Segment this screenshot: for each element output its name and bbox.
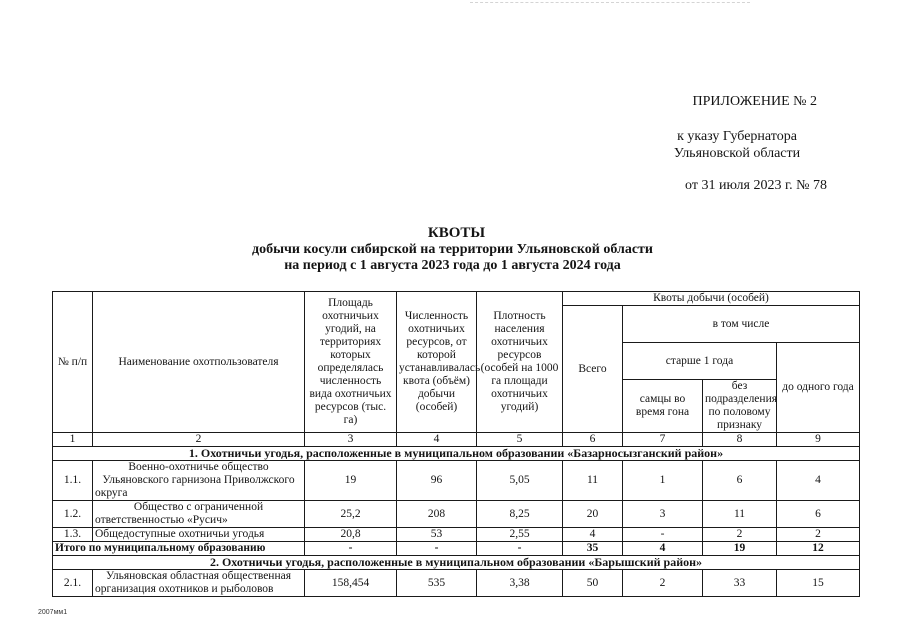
header-count: Численность охотничьих ресурсов, от которой устанавливалась квота (объём) добычи (особей) [397, 292, 477, 433]
row-area: 158,454 [305, 570, 397, 597]
row-males: 1 [623, 461, 703, 501]
table-row [53, 501, 860, 528]
header-including: в том числе [623, 306, 860, 343]
row-males: - [623, 528, 703, 542]
total-count: - [397, 542, 477, 556]
row-count: 96 [397, 461, 477, 501]
row-count: 208 [397, 501, 477, 528]
table-row [53, 528, 860, 542]
total-nosex: 19 [703, 542, 777, 556]
colnum: 2 [93, 433, 305, 447]
footer-code: 2007мм1 [38, 609, 68, 616]
row-young: 2 [777, 528, 860, 542]
colnum: 3 [305, 433, 397, 447]
header-num: № п/п [53, 292, 93, 433]
row-number: 1.2. [53, 501, 93, 528]
header-density: Плотность населения охотничьих ресурсов (особей на 1000 га площади охотничьих угодий) [477, 292, 563, 433]
total-males: 4 [623, 542, 703, 556]
table-row [53, 461, 860, 501]
row-name: Общедоступные охотничьи угодья [93, 528, 305, 542]
row-number: 1.1. [53, 461, 93, 501]
colnum: 8 [703, 433, 777, 447]
section-heading-2 [53, 556, 860, 570]
row-count: 53 [397, 528, 477, 542]
row-area: 19 [305, 461, 397, 501]
row-number: 1.3. [53, 528, 93, 542]
header-total: Всего [563, 306, 623, 433]
row-nosex: 33 [703, 570, 777, 597]
table-row [53, 570, 860, 597]
total-label: Итого по муниципальному образованию [53, 542, 305, 556]
row-area: 20,8 [305, 528, 397, 542]
row-name: Общество с ограниченной ответственностью «Русич» [93, 501, 305, 528]
row-nosex: 6 [703, 461, 777, 501]
row-name: Военно-охотничье общество Ульяновского гарнизона Приволжского округа [93, 461, 305, 501]
total-young: 12 [777, 542, 860, 556]
title-line-2: добычи косули сибирской на территории Ульяновской области [252, 242, 653, 257]
total-quota: 35 [563, 542, 623, 556]
row-number: 2.1. [53, 570, 93, 597]
title-line-1: КВОТЫ [427, 225, 486, 241]
colnum: 4 [397, 433, 477, 447]
row-name: Ульяновская областная общественная организация охотников и рыболовов [93, 570, 305, 597]
scan-artifact [470, 2, 750, 3]
appendix-date: от 31 июля 2023 г. № 78 [685, 178, 827, 193]
row-young: 6 [777, 501, 860, 528]
total-row [53, 542, 860, 556]
row-density: 5,05 [477, 461, 563, 501]
header-males: самцы во время гона [623, 380, 703, 433]
quota-table [52, 291, 860, 597]
appendix-title: ПРИЛОЖЕНИЕ № 2 [692, 94, 817, 109]
header-young: до одного года [777, 343, 860, 433]
title-line-3: на период с 1 августа 2023 года до 1 августа 2024 года [284, 258, 621, 273]
row-young: 4 [777, 461, 860, 501]
colnum: 1 [53, 433, 93, 447]
row-total: 4 [563, 528, 623, 542]
section-title: 1. Охотничьи угодья, расположенные в муниципальном образовании «Базарносызганский район» [53, 447, 860, 461]
colnum: 7 [623, 433, 703, 447]
row-density: 3,38 [477, 570, 563, 597]
header-row-1 [53, 292, 860, 306]
header-area: Площадь охотничьих угодий, на территориях которых определялась численность вида охотничьих ресурсов (тыс. га) [305, 292, 397, 433]
row-density: 8,25 [477, 501, 563, 528]
row-area: 25,2 [305, 501, 397, 528]
row-count: 535 [397, 570, 477, 597]
colnum: 6 [563, 433, 623, 447]
total-area: - [305, 542, 397, 556]
row-nosex: 11 [703, 501, 777, 528]
row-males: 3 [623, 501, 703, 528]
row-nosex: 2 [703, 528, 777, 542]
row-males: 2 [623, 570, 703, 597]
row-young: 15 [777, 570, 860, 597]
header-name: Наименование охотпользователя [93, 292, 305, 433]
document-title [0, 225, 905, 274]
header-quota: Квоты добычи (особей) [563, 292, 860, 306]
appendix-decree: к указу Губернатора Ульяновской области [673, 129, 801, 161]
section-title: 2. Охотничьи угодья, расположенные в муниципальном образовании «Барышский район» [53, 556, 860, 570]
header-nosex: без подразделения по половому признаку [703, 380, 777, 433]
column-numbers-row [53, 433, 860, 447]
row-total: 11 [563, 461, 623, 501]
row-total: 20 [563, 501, 623, 528]
header-older: старше 1 года [623, 343, 777, 380]
row-total: 50 [563, 570, 623, 597]
row-density: 2,55 [477, 528, 563, 542]
colnum: 9 [777, 433, 860, 447]
total-density: - [477, 542, 563, 556]
section-heading-1 [53, 447, 860, 461]
colnum: 5 [477, 433, 563, 447]
